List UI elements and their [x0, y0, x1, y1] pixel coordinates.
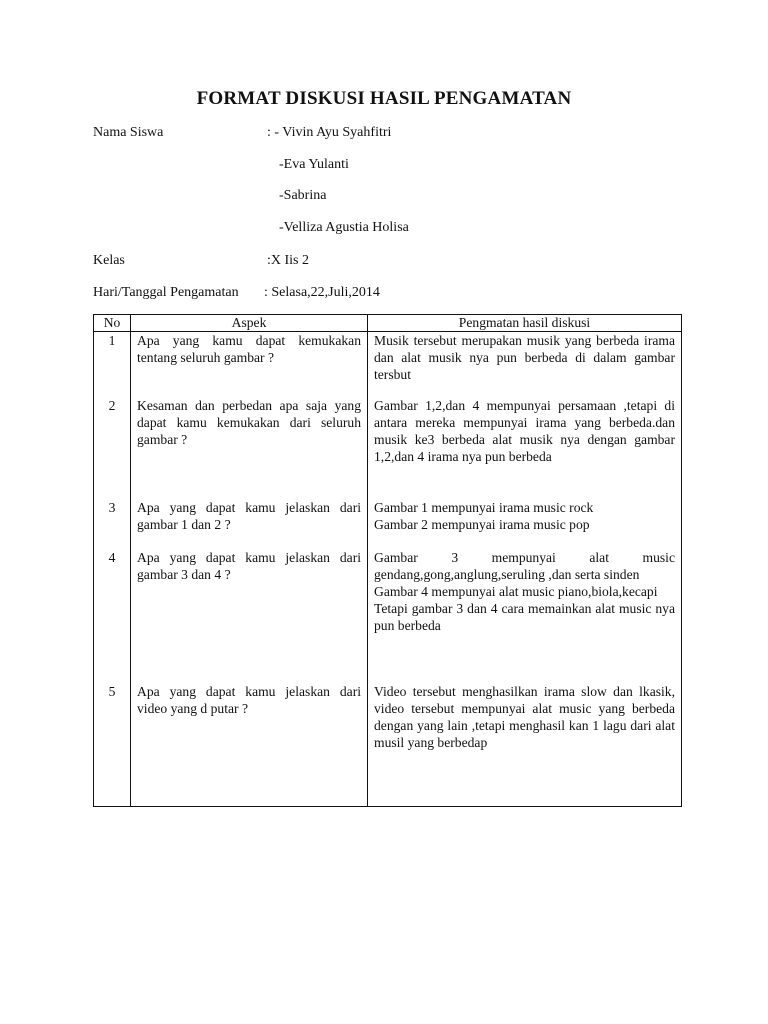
tanggal-label: Hari/Tanggal Pengamatan	[93, 285, 239, 300]
row-no: 1	[94, 332, 131, 392]
row-aspek: Kesaman dan perbedan apa saja yang dapat kamu kemukakan dari seluruh gambar ?	[131, 392, 368, 496]
nama-value-3: -Sabrina	[279, 188, 327, 203]
header-hasil: Pengmatan hasil diskusi	[368, 315, 682, 332]
nama-value-2: -Eva Yulanti	[279, 157, 349, 172]
row-hasil	[368, 392, 682, 496]
hasil-line: Tetapi gambar 3 dan 4 cara memainkan alat music nya pun berbeda	[374, 600, 675, 633]
page-title: FORMAT DISKUSI HASIL PENGAMATAN	[196, 88, 572, 109]
hasil-line: Gambar 3 mempunyai alat music gendang,gong,anglung,seruling ,dan serta sinden	[374, 549, 675, 582]
row-aspek: Apa yang dapat kamu jelaskan dari video yang d putar ?	[131, 680, 368, 807]
row-aspek: Apa yang dapat kamu jelaskan dari gambar 3 dan 4 ?	[131, 546, 368, 680]
nama-value-4: -Velliza Agustia Holisa	[279, 220, 409, 235]
row-hasil	[368, 332, 682, 392]
header-aspek: Aspek	[131, 315, 368, 332]
table-row	[94, 680, 682, 807]
hasil-line: Musik tersebut merupakan musik yang berbeda irama dan alat musik nya pun berbeda di dalam gambar tersbut	[374, 333, 675, 382]
table-header-row	[94, 315, 682, 332]
hasil-line: Gambar 1,2,dan 4 mempunyai persamaan ,tetapi di antara mereka mempunyai irama yang berbeda.dan musik ke3 berbeda alat musik nya dengan gambar 1,2,dan 4 irama nya pun berbeda	[374, 397, 675, 464]
nama-value-1: : - Vivin Ayu Syahfitri	[267, 125, 392, 140]
table-row	[94, 392, 682, 496]
row-no: 4	[94, 546, 131, 680]
hasil-line: Gambar 2 mempunyai irama music pop	[374, 516, 590, 532]
hasil-line: Gambar 4 mempunyai alat music piano,biola,kecapi	[374, 583, 658, 599]
table-row	[94, 496, 682, 546]
kelas-value: :X Iis 2	[267, 253, 309, 268]
row-hasil	[368, 680, 682, 807]
row-no: 5	[94, 680, 131, 807]
row-no: 3	[94, 496, 131, 546]
table-row	[94, 546, 682, 680]
kelas-label: Kelas	[93, 253, 125, 268]
row-aspek: Apa yang kamu dapat kemukakan tentang seluruh gambar ?	[131, 332, 368, 392]
header-no: No	[94, 315, 131, 332]
hasil-line: Gambar 1 mempunyai irama music rock	[374, 499, 594, 515]
hasil-line: Video tersebut menghasilkan irama slow dan lkasik, video tersebut mempunyai alat music yang berbeda dengan yang lain ,tetapi menghasil kan 1 lagu dari alat musil yang berbedap	[374, 683, 675, 750]
row-hasil	[368, 496, 682, 546]
row-hasil	[368, 546, 682, 680]
observation-table	[93, 314, 682, 807]
tanggal-value: : Selasa,22,Juli,2014	[264, 285, 380, 300]
nama-label: Nama Siswa	[93, 125, 164, 140]
row-aspek: Apa yang dapat kamu jelaskan dari gambar 1 dan 2 ?	[131, 496, 368, 546]
row-no: 2	[94, 392, 131, 496]
table-row	[94, 332, 682, 392]
